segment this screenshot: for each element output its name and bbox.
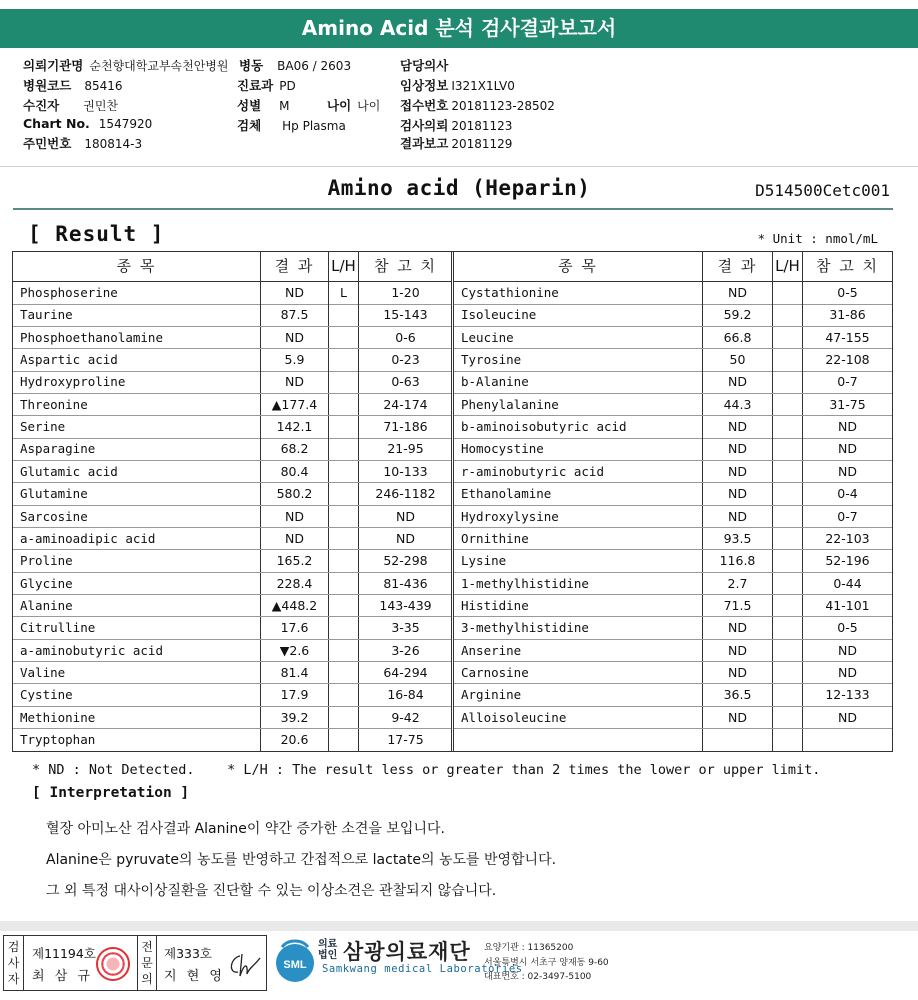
cell-lh xyxy=(773,729,803,752)
cell-lh xyxy=(773,684,803,706)
report-date-field: 결과보고 20181129 xyxy=(400,136,513,151)
table-row xyxy=(454,595,892,618)
cell-lh xyxy=(773,528,803,550)
cell-name: Methionine xyxy=(13,707,261,729)
cell-ref: ND xyxy=(396,508,415,524)
cell-result: 228.4 xyxy=(261,573,329,595)
contact-phone: 대표번호 : 02-3497-5100 xyxy=(484,972,592,982)
cell-lh xyxy=(329,506,359,528)
cell-lh xyxy=(773,707,803,729)
cell-ref: 0-23 xyxy=(391,352,420,368)
cell-result: ND xyxy=(703,282,773,304)
examiner-name: 최 삼 규 xyxy=(32,969,93,984)
table-row xyxy=(454,371,892,394)
cell-result: 59.2 xyxy=(703,304,773,326)
cell-result: ND xyxy=(703,506,773,528)
footer-divider xyxy=(0,921,918,931)
report-title: Amino Acid 분석 검사결과보고서 xyxy=(0,9,918,48)
specialist-license: 제333호 xyxy=(164,946,213,961)
table-row xyxy=(13,573,452,596)
cell-lh xyxy=(329,528,359,550)
cell-result: ND xyxy=(703,617,773,639)
cell-lh xyxy=(773,304,803,326)
cell-ref: 21-95 xyxy=(387,441,424,457)
sml-logo-icon xyxy=(273,937,317,985)
logo-prefix: 의료 법인 xyxy=(318,939,338,961)
cell-result: 39.2 xyxy=(261,707,329,729)
cell-ref: 0-7 xyxy=(837,374,858,390)
cell-ref: 64-294 xyxy=(383,664,428,680)
specimen-field: 검체 Hp Plasma xyxy=(237,118,346,133)
contact-address: 서울특별시 서초구 양재동 9-60 xyxy=(484,958,609,968)
table-row xyxy=(454,617,892,640)
cell-ref: 0-5 xyxy=(837,620,858,636)
cell-name: Ornithine xyxy=(454,528,703,550)
request-field: 검사의뢰 20181123 xyxy=(400,118,513,133)
cell-lh xyxy=(329,707,359,729)
cell-lh xyxy=(329,483,359,505)
cell-lh xyxy=(773,640,803,662)
cell-ref: 15-143 xyxy=(383,307,428,323)
cell-name: a-aminoadipic acid xyxy=(13,528,261,550)
cell-ref: 31-86 xyxy=(829,307,866,323)
cell-ref: 24-174 xyxy=(383,396,428,412)
hospital-code-field: 병원코드 85416 xyxy=(23,78,123,93)
table-row xyxy=(13,528,452,551)
table-row xyxy=(13,327,452,350)
cell-lh xyxy=(329,550,359,572)
cell-lh xyxy=(773,394,803,416)
cell-ref: 9-42 xyxy=(391,709,420,725)
cell-result: 50 xyxy=(703,349,773,371)
cell-ref: 71-186 xyxy=(383,419,428,435)
cell-ref: 31-75 xyxy=(829,396,866,412)
cell-ref: 0-7 xyxy=(837,508,858,524)
cell-name: Leucine xyxy=(454,327,703,349)
cell-lh xyxy=(329,438,359,460)
cell-result: 116.8 xyxy=(703,550,773,572)
cell-name: 1-methylhistidine xyxy=(454,573,703,595)
cell-ref: 81-436 xyxy=(383,575,428,591)
cell-lh xyxy=(773,416,803,438)
chart-field: Chart No. 1547920 xyxy=(23,116,153,131)
svg-text:SML: SML xyxy=(283,959,307,971)
cell-ref: 143-439 xyxy=(379,597,432,613)
cell-name: Carnosine xyxy=(454,662,703,684)
clinical-field: 임상정보 I321X1LV0 xyxy=(400,78,515,93)
table-row xyxy=(13,729,452,752)
cell-lh xyxy=(329,617,359,639)
cell-ref: 3-35 xyxy=(391,620,420,636)
cell-result: 80.4 xyxy=(261,461,329,483)
table-row xyxy=(13,506,452,529)
cell-lh xyxy=(773,573,803,595)
examiner-license: 제11194호 xyxy=(32,946,96,961)
cell-result: 44.3 xyxy=(703,394,773,416)
interpretation-line-2: Alanine은 pyruvate의 농도를 반영하고 간접적으로 lactate의 농도를 반영합니다. xyxy=(46,852,557,868)
table-row xyxy=(13,662,452,685)
cell-result: ▲448.2 xyxy=(261,595,329,617)
cell-ref: ND xyxy=(838,463,857,479)
cell-result: 165.2 xyxy=(261,550,329,572)
cell-ref: 246-1182 xyxy=(375,486,436,502)
cell-lh: L xyxy=(329,282,359,304)
table-row xyxy=(13,416,452,439)
cell-result: 2.7 xyxy=(703,573,773,595)
cell-name: Alloisoleucine xyxy=(454,707,703,729)
table-row xyxy=(454,573,892,596)
cell-name: Phenylalanine xyxy=(454,394,703,416)
cell-lh xyxy=(773,662,803,684)
cell-result xyxy=(703,729,773,752)
cell-result: ▲177.4 xyxy=(261,394,329,416)
cell-result: 142.1 xyxy=(261,416,329,438)
cell-result: 580.2 xyxy=(261,483,329,505)
table-row xyxy=(13,684,452,707)
cell-lh xyxy=(329,595,359,617)
cell-name: a-aminobutyric acid xyxy=(13,640,261,662)
cell-result: ND xyxy=(261,282,329,304)
cell-ref: ND xyxy=(396,530,415,546)
patient-info xyxy=(0,48,918,167)
cell-result: ND xyxy=(703,461,773,483)
cell-result: 81.4 xyxy=(261,662,329,684)
cell-name: Lysine xyxy=(454,550,703,572)
cell-ref: ND xyxy=(838,664,857,680)
cell-ref: ND xyxy=(838,709,857,725)
header-name: 종 목 xyxy=(454,252,703,281)
table-row xyxy=(13,595,452,618)
cell-result: 5.9 xyxy=(261,349,329,371)
title-divider xyxy=(13,208,893,210)
cell-name: b-aminoisobutyric acid xyxy=(454,416,703,438)
cell-ref: 10-133 xyxy=(383,463,428,479)
examiner-label: 검사자 xyxy=(4,936,24,990)
cell-ref: 41-101 xyxy=(825,597,870,613)
footnote: * ND : Not Detected. * L/H : The result less or greater than 2 times the lower or upper limit. xyxy=(32,762,821,778)
cell-name xyxy=(454,729,703,752)
table-row xyxy=(454,729,892,752)
cell-lh xyxy=(773,438,803,460)
table-row xyxy=(13,371,452,394)
table-row xyxy=(454,640,892,663)
cell-result: ND xyxy=(261,506,329,528)
ward-field: 병동 BA06 / 2603 xyxy=(239,58,352,73)
cell-name: Phosphoethanolamine xyxy=(13,327,261,349)
cell-result: ND xyxy=(703,416,773,438)
results-table xyxy=(12,251,893,752)
cell-lh xyxy=(329,416,359,438)
cell-result: ND xyxy=(703,707,773,729)
cell-result: ND xyxy=(703,483,773,505)
cell-name: Glutamic acid xyxy=(13,461,261,483)
interpretation-line-3: 그 외 특정 대사이상질환을 진단할 수 있는 이상소견은 관찰되지 않습니다. xyxy=(46,883,497,899)
cell-name: Aspartic acid xyxy=(13,349,261,371)
table-row xyxy=(454,282,892,305)
cell-result: 68.2 xyxy=(261,438,329,460)
age-field: 나이 나이 xyxy=(327,98,381,113)
cell-ref: 1-20 xyxy=(391,285,420,300)
cell-result: ND xyxy=(703,662,773,684)
cell-lh xyxy=(329,394,359,416)
cell-name: Phosphoserine xyxy=(13,282,261,304)
cell-name: Taurine xyxy=(13,304,261,326)
cell-lh xyxy=(329,729,359,752)
cell-ref: 52-298 xyxy=(383,553,428,569)
specialist-name: 지 현 영 xyxy=(164,969,225,984)
interpretation-line-1: 혈장 아미노산 검사결과 Alanine이 약간 증가한 소견을 보입니다. xyxy=(46,821,445,837)
cell-lh xyxy=(329,640,359,662)
cell-lh xyxy=(329,461,359,483)
cell-name: Histidine xyxy=(454,595,703,617)
cell-name: Hydroxyproline xyxy=(13,371,261,393)
cell-result: 17.6 xyxy=(261,617,329,639)
seal-icon xyxy=(96,947,130,981)
cell-result: 87.5 xyxy=(261,304,329,326)
specialist-label: 전문의 xyxy=(137,936,157,990)
cell-result: 20.6 xyxy=(261,729,329,752)
cell-lh xyxy=(773,461,803,483)
cell-result: 36.5 xyxy=(703,684,773,706)
cell-lh xyxy=(329,662,359,684)
cell-ref: 22-103 xyxy=(825,530,870,546)
receipt-field: 접수번호 20181123-28502 xyxy=(400,98,555,113)
document-title: Amino acid (Heparin) xyxy=(327,176,591,200)
cell-result: 71.5 xyxy=(703,595,773,617)
cell-result: ND xyxy=(703,438,773,460)
cell-result: 17.9 xyxy=(261,684,329,706)
header-ref: 참 고 치 xyxy=(373,257,437,275)
cell-name: Anserine xyxy=(454,640,703,662)
results-table-right xyxy=(454,252,892,751)
cell-lh xyxy=(329,573,359,595)
table-row xyxy=(454,707,892,730)
cell-ref: 3-26 xyxy=(391,642,420,658)
cell-lh xyxy=(773,371,803,393)
cell-name: Serine xyxy=(13,416,261,438)
cell-ref: 52-196 xyxy=(825,553,870,569)
cell-ref: ND xyxy=(838,441,857,457)
table-row xyxy=(454,394,892,417)
result-heading: [ Result ] xyxy=(28,222,165,246)
cell-ref: 17-75 xyxy=(387,732,424,747)
cell-result: ▼2.6 xyxy=(261,640,329,662)
cell-result: 66.8 xyxy=(703,327,773,349)
table-row xyxy=(13,550,452,573)
cell-ref: ND xyxy=(838,419,857,435)
company-name-en: Samkwang medical Laboratories xyxy=(322,963,523,975)
cell-name: r-aminobutyric acid xyxy=(454,461,703,483)
cell-name: Ethanolamine xyxy=(454,483,703,505)
results-table-left xyxy=(13,252,452,751)
cell-ref: 0-44 xyxy=(833,575,862,591)
table-row xyxy=(454,416,892,439)
table-row xyxy=(13,461,452,484)
cell-ref: 22-108 xyxy=(825,352,870,368)
cell-name: Isoleucine xyxy=(454,304,703,326)
cell-lh xyxy=(329,684,359,706)
table-row xyxy=(454,684,892,707)
cell-name: Arginine xyxy=(454,684,703,706)
cell-lh xyxy=(773,282,803,304)
signature-icon xyxy=(226,950,262,980)
table-row xyxy=(454,304,892,327)
header-lh: L/H xyxy=(329,252,359,281)
cell-result: ND xyxy=(261,327,329,349)
cell-ref: 47-155 xyxy=(825,329,870,345)
cell-name: Sarcosine xyxy=(13,506,261,528)
cell-name: Glutamine xyxy=(13,483,261,505)
sex-field: 성별 M xyxy=(237,98,290,113)
cell-name: Cystine xyxy=(13,684,261,706)
table-row xyxy=(13,438,452,461)
cell-name: Valine xyxy=(13,662,261,684)
cell-name: Citrulline xyxy=(13,617,261,639)
signature-box xyxy=(3,935,267,991)
table-row xyxy=(454,349,892,372)
table-row xyxy=(454,327,892,350)
doctor-field: 담당의사 xyxy=(400,58,449,73)
cell-name: Alanine xyxy=(13,595,261,617)
table-row xyxy=(13,394,452,417)
table-row xyxy=(454,506,892,529)
interpretation-heading: [ Interpretation ] xyxy=(32,785,190,801)
cell-lh xyxy=(773,483,803,505)
institution-field: 의뢰기관명 순천향대학교부속천안병원 xyxy=(23,58,229,73)
cell-result: ND xyxy=(703,640,773,662)
cell-lh xyxy=(773,617,803,639)
cell-lh xyxy=(773,349,803,371)
table-row xyxy=(13,617,452,640)
cell-lh xyxy=(773,550,803,572)
table-row xyxy=(454,662,892,685)
cell-ref: 12-133 xyxy=(825,687,870,703)
table-header xyxy=(13,252,452,282)
cell-ref: 0-63 xyxy=(391,374,420,390)
cell-ref: 16-84 xyxy=(387,687,424,703)
header-name: 종 목 xyxy=(13,252,261,281)
cell-lh xyxy=(329,349,359,371)
cell-name: Asparagine xyxy=(13,438,261,460)
table-row xyxy=(454,550,892,573)
cell-ref: 0-4 xyxy=(837,486,858,502)
patient-field: 수진자 권민찬 xyxy=(23,98,119,113)
table-row xyxy=(454,438,892,461)
cell-name: b-Alanine xyxy=(454,371,703,393)
cell-name: Proline xyxy=(13,550,261,572)
cell-lh xyxy=(773,506,803,528)
contact-code: 요양기관 : 11365200 xyxy=(484,943,574,953)
header-result: 결 과 xyxy=(261,252,329,281)
cell-result: ND xyxy=(261,528,329,550)
cell-name: Hydroxylysine xyxy=(454,506,703,528)
cell-result: 93.5 xyxy=(703,528,773,550)
company-name: 삼광의료재단 xyxy=(343,940,471,964)
cell-lh xyxy=(329,371,359,393)
header-ref: 참 고 치 xyxy=(815,257,879,275)
cell-name: Homocystine xyxy=(454,438,703,460)
table-row xyxy=(13,640,452,663)
cell-ref: ND xyxy=(838,642,857,658)
cell-lh xyxy=(329,327,359,349)
cell-name: Glycine xyxy=(13,573,261,595)
cell-name: Tryptophan xyxy=(13,729,261,752)
unit-label: * Unit : nmol/mL xyxy=(757,231,878,246)
table-header xyxy=(454,252,892,282)
table-row xyxy=(13,707,452,730)
table-row xyxy=(454,461,892,484)
cell-name: Tyrosine xyxy=(454,349,703,371)
cell-ref xyxy=(803,729,892,752)
document-code: D514500Cetc001 xyxy=(755,181,890,200)
table-row xyxy=(13,349,452,372)
table-row xyxy=(13,483,452,506)
cell-result: ND xyxy=(261,371,329,393)
table-row xyxy=(454,483,892,506)
header-result: 결 과 xyxy=(703,252,773,281)
cell-lh xyxy=(329,304,359,326)
header-lh: L/H xyxy=(773,252,803,281)
table-row xyxy=(13,282,452,305)
cell-lh xyxy=(773,595,803,617)
cell-ref: 0-5 xyxy=(837,285,858,300)
cell-result: ND xyxy=(703,371,773,393)
table-row xyxy=(13,304,452,327)
cell-name: Cystathionine xyxy=(454,282,703,304)
cell-name: Threonine xyxy=(13,394,261,416)
cell-name: 3-methylhistidine xyxy=(454,617,703,639)
table-row xyxy=(454,528,892,551)
cell-lh xyxy=(773,327,803,349)
resident-field: 주민번호 180814-3 xyxy=(23,136,143,151)
dept-field: 진료과 PD xyxy=(237,78,296,93)
cell-ref: 0-6 xyxy=(395,329,416,345)
